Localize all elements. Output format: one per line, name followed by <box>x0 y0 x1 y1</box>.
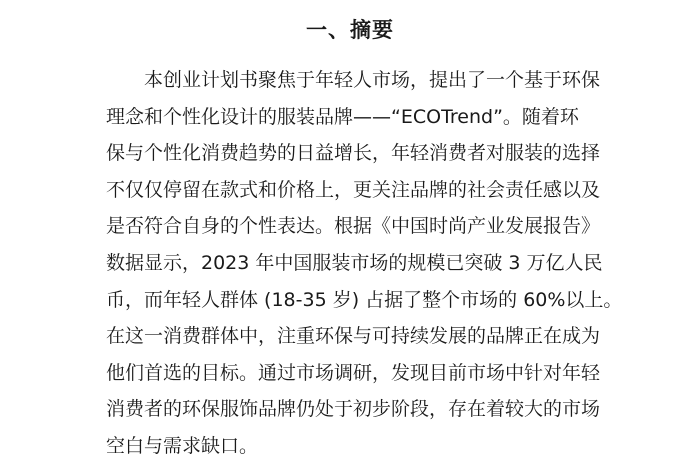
paragraph-line: 本创业计划书聚焦于年轻人市场，提出了一个基于环保 <box>144 69 601 91</box>
paragraph-line: 他们首选的目标。通过市场调研，发现目前市场中针对年轻 <box>106 361 601 384</box>
section-heading: 一、摘要 <box>306 18 394 42</box>
paragraph-line: 在这一消费群体中，注重环保与可持续发展的品牌正在成为 <box>106 325 601 348</box>
paragraph-line: 保与个性化消费趋势的日益增长，年轻消费者对服装的选择 <box>106 142 601 165</box>
paragraph-line: 理念和个性化设计的服装品牌——“ECOTrend”。随着环 <box>106 105 579 128</box>
paragraph-line: 消费者的环保服饰品牌仍处于初步阶段，存在着较大的市场 <box>106 398 601 421</box>
paragraph-line: 币，而年轻人群体 (18-35 岁) 占据了整个市场的 60%以上。 <box>106 288 623 311</box>
paragraph-line: 是否符合自身的个性表达。根据《中国时尚产业发展报告》 <box>106 215 601 238</box>
paragraph-line: 数据显示，2023 年中国服装市场的规模已突破 3 万亿人民 <box>106 251 603 274</box>
paragraph-line: 空白与需求缺口。 <box>106 434 259 457</box>
abstract-paragraph <box>106 62 626 465</box>
paragraph-line: 不仅仅停留在款式和价格上，更关注品牌的社会责任感以及 <box>106 178 601 201</box>
